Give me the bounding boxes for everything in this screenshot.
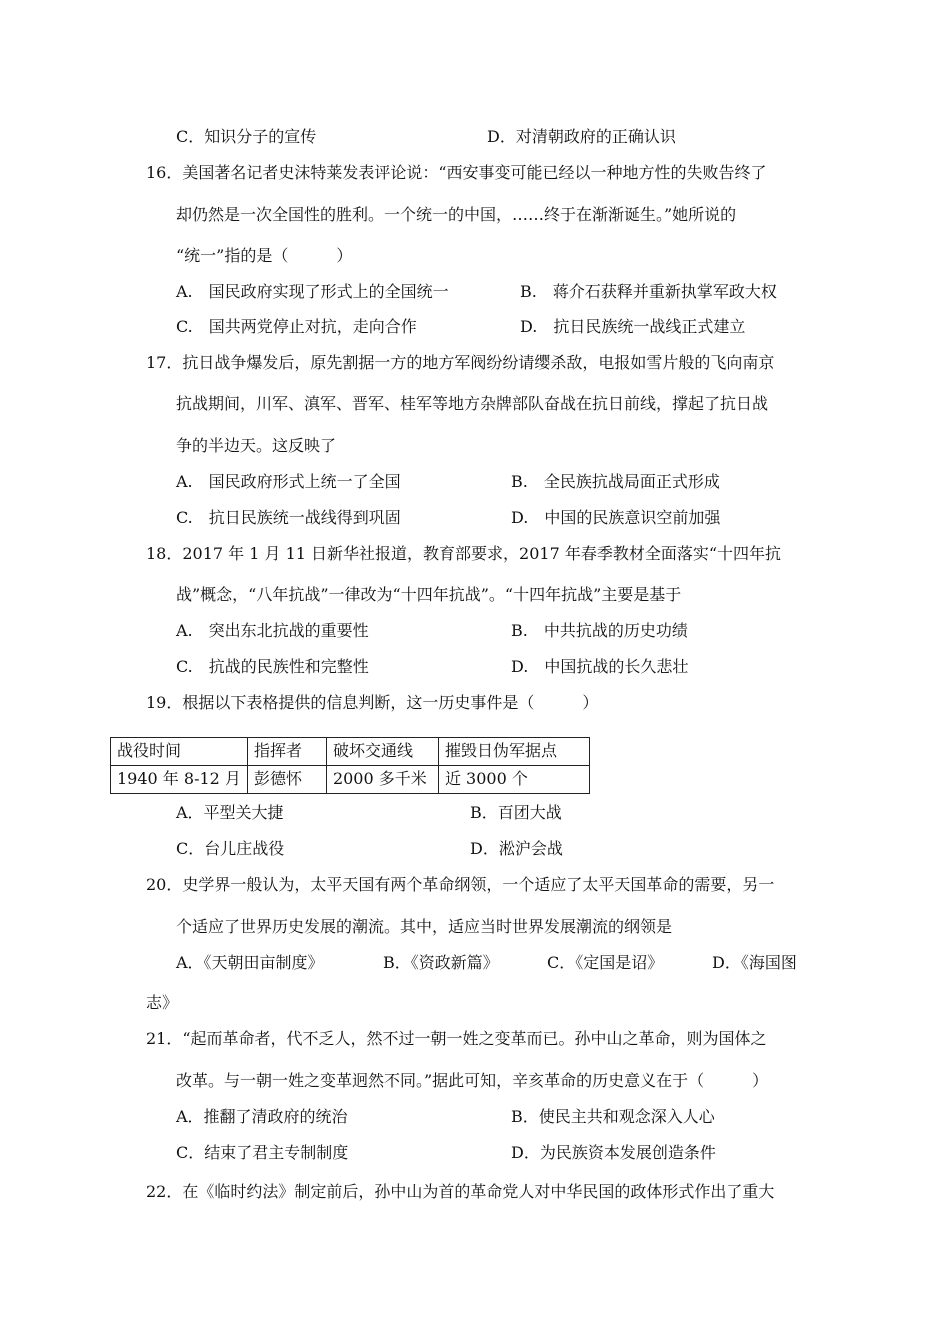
q19-option-b: B．百团大战 <box>470 803 562 822</box>
q21-option-a: A．推翻了清政府的统治 <box>176 1107 348 1126</box>
option-c: C．知识分子的宣传 <box>176 127 317 146</box>
question-20-line-1: 20．史学界一般认为，太平天国有两个革命纲领，一个适应了太平天国革命的需要，另一 <box>146 875 775 894</box>
question-21-line-2: 改革。与一朝一姓之变革迥然不同。”据此可知，辛亥革命的历史意义在于（ ） <box>176 1071 769 1090</box>
q19-option-c: C．台儿庄战役 <box>176 839 285 858</box>
q16-option-c: C. 国共两党停止对抗，走向合作 <box>176 317 417 336</box>
battle-info-table <box>110 737 590 794</box>
q19-option-d: D．淞沪会战 <box>470 839 563 858</box>
table-header-row <box>111 738 590 766</box>
table-cell: 1940 年 8-12 月 <box>111 766 248 794</box>
q21-option-d: D．为民族资本发展创造条件 <box>511 1143 716 1162</box>
q20-option-d: D．《海国图 <box>712 953 797 972</box>
question-16-line-3: “统一”指的是（ ） <box>176 246 353 265</box>
q18-option-b: B. 中共抗战的历史功绩 <box>511 621 688 640</box>
question-16-line-1: 16．美国著名记者史沫特莱发表评论说：“西安事变可能已经以一种地方性的失败告终了 <box>146 163 767 182</box>
q20-option-d-wrap: 志》 <box>146 993 179 1012</box>
table-row <box>111 766 590 794</box>
q20-option-b: B．《资政新篇》 <box>383 953 499 972</box>
q20-option-c: C．《定国是诏》 <box>547 953 664 972</box>
question-22-line-1: 22．在《临时约法》制定前后，孙中山为首的革命党人对中华民国的政体形式作出了重大 <box>146 1182 775 1201</box>
q17-option-c: C. 抗日民族统一战线得到巩固 <box>176 508 401 527</box>
q19-option-a: A．平型关大捷 <box>176 803 284 822</box>
q21-option-c: C．结束了君主专制制度 <box>176 1143 349 1162</box>
question-17-line-2: 抗战期间，川军、滇军、晋军、桂军等地方杂牌部队奋战在抗日前线，撑起了抗日战 <box>176 394 769 413</box>
table-header-cell: 指挥者 <box>247 738 326 766</box>
q17-option-b: B. 全民族抗战局面正式形成 <box>511 472 720 491</box>
q16-option-a: A. 国民政府实现了形式上的全国统一 <box>176 282 449 301</box>
q18-option-a: A. 突出东北抗战的重要性 <box>176 621 369 640</box>
question-18-line-2: 战”概念，“八年抗战”一律改为“十四年抗战”。“十四年抗战”主要是基于 <box>176 585 682 604</box>
q21-option-b: B．使民主共和观念深入人心 <box>511 1107 715 1126</box>
question-19-line-1: 19．根据以下表格提供的信息判断，这一历史事件是（ ） <box>146 693 599 712</box>
question-16-line-2: 却仍然是一次全国性的胜利。一个统一的中国，……终于在渐渐诞生。”她所说的 <box>176 205 737 224</box>
question-21-line-1: 21．“起而革命者，代不乏人，然不过一朝一姓之变革而已。孙中山之革命，则为国体之 <box>146 1029 767 1048</box>
q16-option-b: B. 蒋介石获释并重新执掌军政大权 <box>520 282 777 301</box>
table-header-cell: 破坏交通线 <box>326 738 438 766</box>
table-cell: 彭德怀 <box>247 766 326 794</box>
table-cell: 近 3000 个 <box>438 766 589 794</box>
q16-option-d: D. 抗日民族统一战线正式建立 <box>520 317 746 336</box>
question-17-line-3: 争的半边天。这反映了 <box>176 436 337 455</box>
q18-option-c: C. 抗战的民族性和完整性 <box>176 657 369 676</box>
question-20-line-2: 个适应了世界历史发展的潮流。其中，适应当时世界发展潮流的纲领是 <box>176 917 673 936</box>
q17-option-a: A. 国民政府形式上统一了全国 <box>176 472 401 491</box>
q17-option-d: D. 中国的民族意识空前加强 <box>511 508 721 527</box>
question-18-line-1: 18．2017 年 1 月 11 日新华社报道，教育部要求，2017 年春季教材全面落实“十四年抗 <box>146 544 782 563</box>
q20-option-a: A．《天朝田亩制度》 <box>176 953 324 972</box>
q18-option-d: D. 中国抗战的长久悲壮 <box>511 657 689 676</box>
option-d: D．对清朝政府的正确认识 <box>487 127 676 146</box>
table-header-cell: 摧毁日伪军据点 <box>438 738 589 766</box>
table-cell: 2000 多千米 <box>326 766 438 794</box>
question-17-line-1: 17．抗日战争爆发后，原先割据一方的地方军阀纷纷请缨杀敌，电报如雪片般的飞向南京 <box>146 353 775 372</box>
table-header-cell: 战役时间 <box>111 738 248 766</box>
